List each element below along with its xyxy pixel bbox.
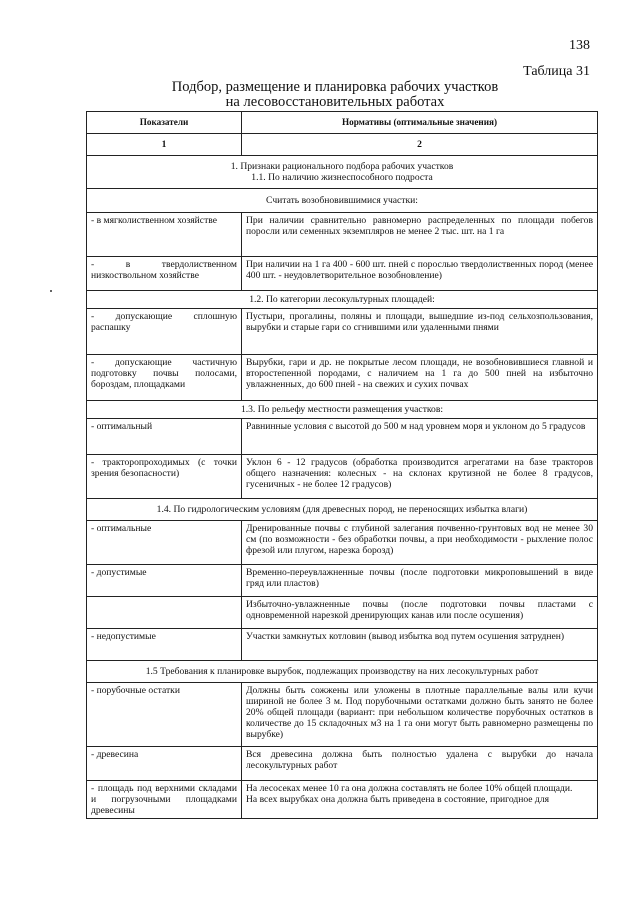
table-row [87, 455, 598, 499]
row-value: При наличии на 1 га 400 - 600 шт. пней с порослью твердолиственных пород (менее 400 шт. - неудовлетворительное возобновление) [242, 257, 598, 291]
row-value: Временно-переувлажненные почвы (после подготовки микроповышений в виде гряд или пластов) [242, 565, 598, 597]
column-number-row [87, 134, 598, 156]
row-label: - древесина [87, 747, 242, 781]
table-row [87, 355, 598, 401]
row-value: Вся древесина должна быть полностью удалена с вырубки до начала лесокультурных работ [242, 747, 598, 781]
row-value: Вырубки, гари и др. не покрытые лесом площади, не возобновившиеся главной и второстепенной породами, с наличием на 1 га до 500 пней на избыточно увлажненных, до 600 пней - на свежих и сухих почвах [242, 355, 598, 401]
table-title [0, 80, 640, 110]
row-label: - в мягколиственном хозяйстве [87, 213, 242, 257]
section-row [87, 189, 598, 213]
row-value: Должны быть сожжены или уложены в плотные параллельные валы или кучи шириной не более 3 м. Под порубочными остатками должно быть занято не более 20% общей площади (вариант: при небольшом количестве порубочных остатков в количестве до 15 складочных м3 на 1 га они могут быть равномерно размещены по вырубке) [242, 683, 598, 747]
row-label: - допускающие сплошную распашку [87, 309, 242, 355]
row-value: Пустыри, прогалины, поляны и площади, вышедшие из-под сельхозпользования, вырубки и старые гари со сгнившими или удаленными пнями [242, 309, 598, 355]
table-row [87, 747, 598, 781]
section-row [87, 291, 598, 309]
table-row [87, 419, 598, 455]
table-row [87, 597, 598, 629]
row-label: - допустимые [87, 565, 242, 597]
section-row [87, 499, 598, 521]
row-value: На лесосеках менее 10 га она должна составлять не более 10% общей площади. На всех вырубках она должна быть приведена в состояние, пригодное для [242, 781, 598, 819]
section-1-5-heading: 1.5 Требования к планировке вырубок, подлежащих производству на них лесокультурных работ [87, 661, 598, 683]
section-1-line-2: 1.1. По наличию жизнеспособного подроста [251, 172, 433, 183]
row-value: Избыточно-увлажненные почвы (после подготовки почвы пластами с одновременной нарезкой дренирующих канав или после осушения) [242, 597, 598, 629]
table-row [87, 781, 598, 819]
row-label [87, 597, 242, 629]
table-row [87, 629, 598, 661]
row-value: Уклон 6 - 12 градусов (обработка производится агрегатами на базе тракторов общего назначения: колесных - на склонах крутизной не более 8 градусов, гусеничных - не более 12 градусов) [242, 455, 598, 499]
row-label: - допускающие частичную подготовку почвы полосами, бороздам, площадками [87, 355, 242, 401]
section-1-4-heading: 1.4. По гидрологическим условиям (для древесных пород, не переносящих избытка влаги) [87, 499, 598, 521]
section-row [87, 156, 598, 189]
section-row [87, 401, 598, 419]
table-row [87, 521, 598, 565]
row-label: - оптимальный [87, 419, 242, 455]
page-number: 138 [569, 38, 590, 53]
header-row [87, 112, 598, 134]
title-line-2: на лесовосстановительных работах [225, 94, 445, 110]
row-value: Дренированные почвы с глубиной залегания почвенно-грунтовых вод не менее 30 см (по возможности - без обработки почвы, а при необходимости - рыхление полос фрезой или плугом, нарезка борозд) [242, 521, 598, 565]
table-row [87, 257, 598, 291]
stray-mark [50, 290, 52, 292]
row-label: - тракторопроходимых (с точки зрения безопасности) [87, 455, 242, 499]
section-row [87, 661, 598, 683]
row-label: - порубочные остатки [87, 683, 242, 747]
col-number-2: 2 [242, 134, 598, 156]
table-row [87, 683, 598, 747]
section-1-line-1: 1. Признаки рационального подбора рабочих участков [230, 161, 454, 172]
row-label: - недопустимые [87, 629, 242, 661]
section-1-2-heading: 1.2. По категории лесокультурных площадей: [87, 291, 598, 309]
section-1-subheading: Считать возобновившимися участки: [87, 189, 598, 213]
table-row [87, 213, 598, 257]
table-row [87, 565, 598, 597]
row-label: - в твердолиственном низкоствольном хозяйстве [87, 257, 242, 291]
row-label: - площадь под верхними складами и погрузочными площадками древесины [87, 781, 242, 819]
header-col1: Показатели [87, 112, 242, 134]
section-1-3-heading: 1.3. По рельефу местности размещения участков: [87, 401, 598, 419]
header-col2: Нормативы (оптимальные значения) [242, 112, 598, 134]
table-row [87, 309, 598, 355]
col-number-1: 1 [87, 134, 242, 156]
row-value: При наличии сравнительно равномерно распределенных по площади побегов поросли или семенных экземпляров не менее 2 тыс. шт. на 1 га [242, 213, 598, 257]
table-label: Таблица 31 [523, 64, 590, 79]
title-line-1: Подбор, размещение и планировка рабочих участков [171, 79, 499, 95]
row-label: - оптимальные [87, 521, 242, 565]
row-value: Участки замкнутых котловин (вывод избытка вод путем осушения затруднен) [242, 629, 598, 661]
norms-table [86, 111, 598, 819]
section-1-heading [87, 156, 598, 189]
row-value: Равнинные условия с высотой до 500 м над уровнем моря и уклоном до 5 градусов [242, 419, 598, 455]
